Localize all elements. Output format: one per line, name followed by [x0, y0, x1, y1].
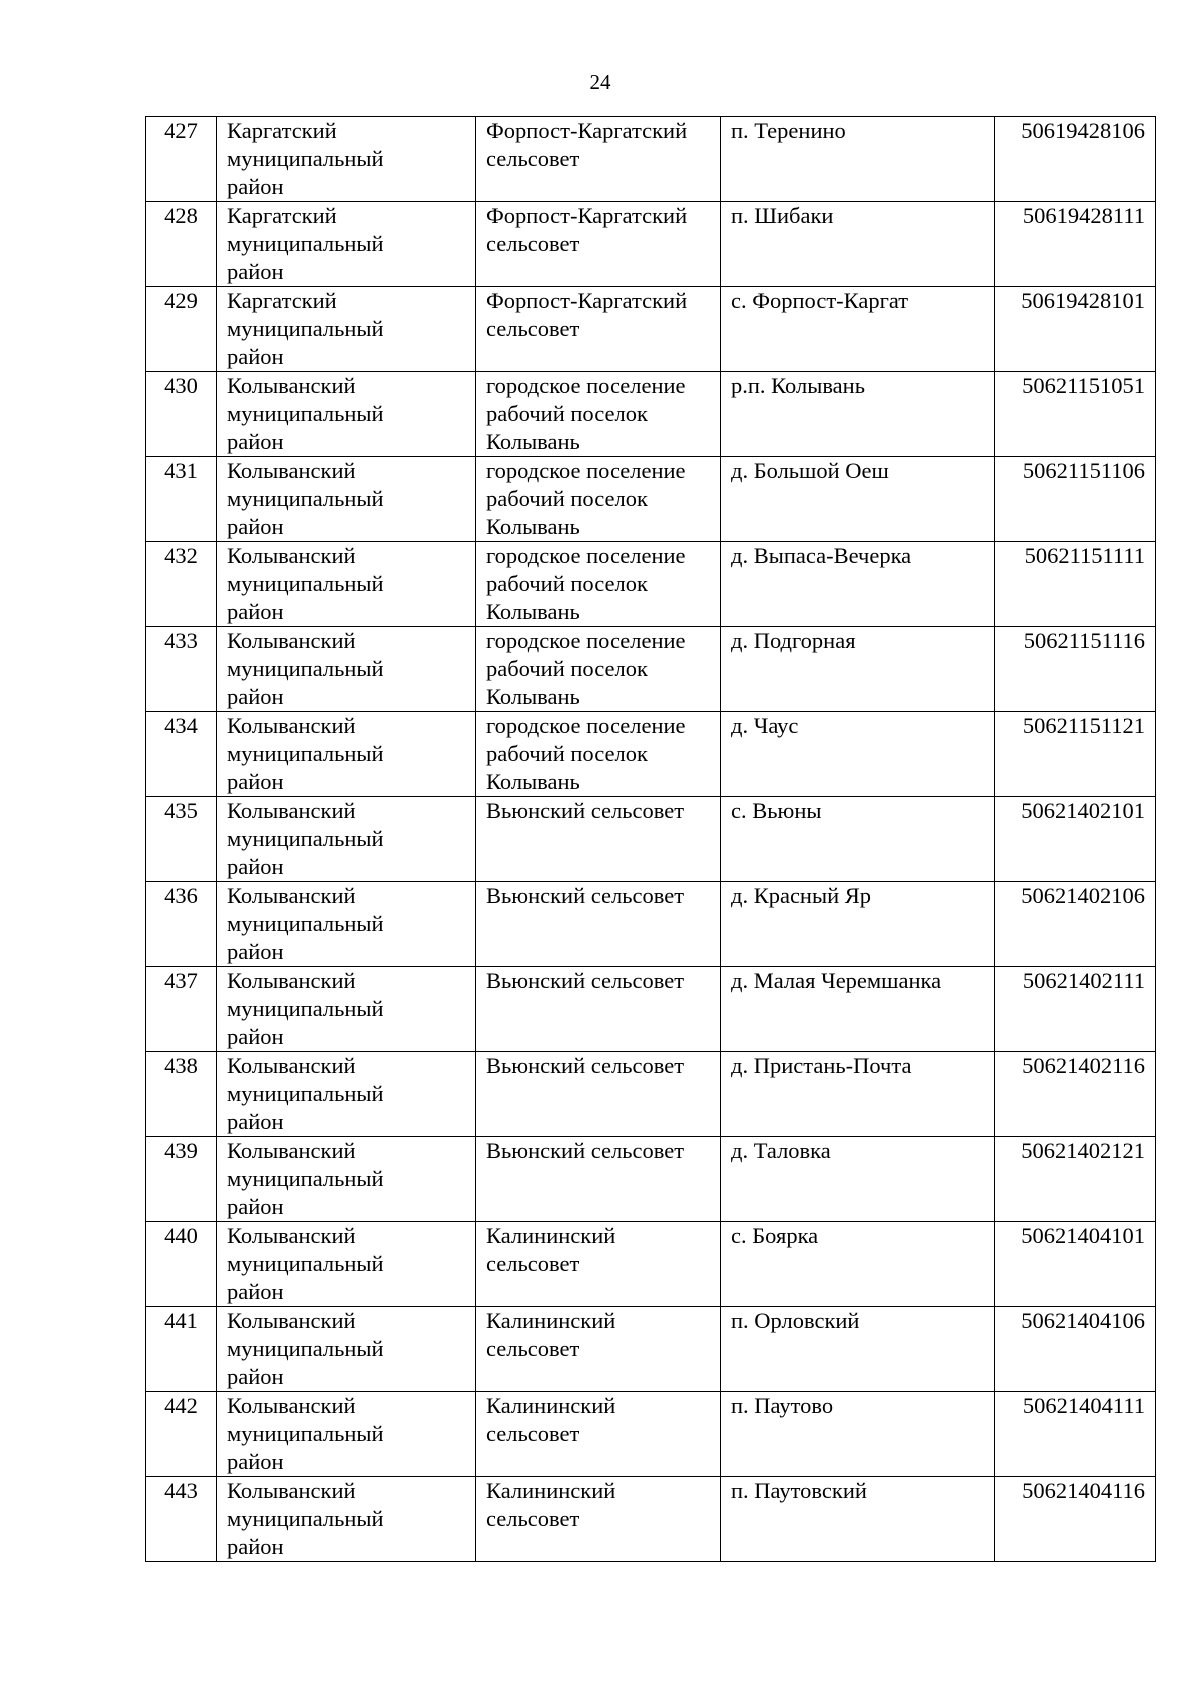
settlement-cell: Вьюнский сельсовет	[476, 967, 721, 1052]
oktmo-code-cell: 50621402106	[995, 882, 1156, 967]
municipal-district-cell: Каргатский муниципальный район	[217, 202, 476, 287]
table-row	[146, 1477, 1156, 1562]
locality-cell: с. Вьюны	[721, 797, 995, 882]
locality-cell: д. Пристань-Почта	[721, 1052, 995, 1137]
locality-cell: д. Подгорная	[721, 627, 995, 712]
locality-cell: с. Боярка	[721, 1222, 995, 1307]
locality-cell: д. Малая Черемшанка	[721, 967, 995, 1052]
table-row	[146, 967, 1156, 1052]
settlement-cell: Форпост-Каргатский сельсовет	[476, 287, 721, 372]
municipal-district-cell: Колыванский муниципальный район	[217, 542, 476, 627]
settlement-cell: Вьюнский сельсовет	[476, 797, 721, 882]
row-number-cell: 433	[146, 627, 217, 712]
table-row	[146, 797, 1156, 882]
locality-cell: д. Выпаса-Вечерка	[721, 542, 995, 627]
settlement-cell: Вьюнский сельсовет	[476, 1052, 721, 1137]
table-row	[146, 1392, 1156, 1477]
table-row	[146, 712, 1156, 797]
oktmo-code-cell: 50621402111	[995, 967, 1156, 1052]
municipal-district-cell: Каргатский муниципальный район	[217, 117, 476, 202]
row-number-cell: 437	[146, 967, 217, 1052]
table-row	[146, 542, 1156, 627]
table-row	[146, 117, 1156, 202]
settlements-table	[145, 116, 1156, 1562]
row-number-cell: 440	[146, 1222, 217, 1307]
row-number-cell: 443	[146, 1477, 217, 1562]
oktmo-code-cell: 50621404111	[995, 1392, 1156, 1477]
oktmo-code-cell: 50619428101	[995, 287, 1156, 372]
oktmo-code-cell: 50621151111	[995, 542, 1156, 627]
oktmo-code-cell: 50621151116	[995, 627, 1156, 712]
row-number-cell: 427	[146, 117, 217, 202]
settlement-cell: Калининский сельсовет	[476, 1222, 721, 1307]
municipal-district-cell: Колыванский муниципальный район	[217, 882, 476, 967]
oktmo-code-cell: 50619428106	[995, 117, 1156, 202]
settlement-cell: Калининский сельсовет	[476, 1477, 721, 1562]
oktmo-code-cell: 50621404116	[995, 1477, 1156, 1562]
row-number-cell: 441	[146, 1307, 217, 1392]
table-row	[146, 287, 1156, 372]
municipal-district-cell: Колыванский муниципальный район	[217, 1222, 476, 1307]
municipal-district-cell: Колыванский муниципальный район	[217, 1477, 476, 1562]
oktmo-code-cell: 50621402121	[995, 1137, 1156, 1222]
table-row	[146, 1052, 1156, 1137]
table-row	[146, 372, 1156, 457]
oktmo-code-cell: 50621402116	[995, 1052, 1156, 1137]
table-body	[146, 117, 1156, 1562]
settlement-cell: городское поселение рабочий поселок Колывань	[476, 712, 721, 797]
row-number-cell: 442	[146, 1392, 217, 1477]
row-number-cell: 436	[146, 882, 217, 967]
municipal-district-cell: Каргатский муниципальный район	[217, 287, 476, 372]
settlement-cell: Форпост-Каргатский сельсовет	[476, 117, 721, 202]
row-number-cell: 431	[146, 457, 217, 542]
settlement-cell: городское поселение рабочий поселок Колывань	[476, 372, 721, 457]
table-row	[146, 457, 1156, 542]
oktmo-code-cell: 50621402101	[995, 797, 1156, 882]
municipal-district-cell: Колыванский муниципальный район	[217, 797, 476, 882]
municipal-district-cell: Колыванский муниципальный район	[217, 627, 476, 712]
row-number-cell: 428	[146, 202, 217, 287]
row-number-cell: 430	[146, 372, 217, 457]
settlement-cell: городское поселение рабочий поселок Колывань	[476, 542, 721, 627]
row-number-cell: 432	[146, 542, 217, 627]
settlement-cell: городское поселение рабочий поселок Колывань	[476, 457, 721, 542]
row-number-cell: 439	[146, 1137, 217, 1222]
table-row	[146, 1137, 1156, 1222]
locality-cell: с. Форпост-Каргат	[721, 287, 995, 372]
settlement-cell: Вьюнский сельсовет	[476, 882, 721, 967]
oktmo-code-cell: 50621151121	[995, 712, 1156, 797]
settlement-cell: Форпост-Каргатский сельсовет	[476, 202, 721, 287]
oktmo-code-cell: 50619428111	[995, 202, 1156, 287]
locality-cell: п. Шибаки	[721, 202, 995, 287]
locality-cell: д. Большой Оеш	[721, 457, 995, 542]
locality-cell: п. Орловский	[721, 1307, 995, 1392]
locality-cell: п. Теренино	[721, 117, 995, 202]
table-row	[146, 1222, 1156, 1307]
municipal-district-cell: Колыванский муниципальный район	[217, 1392, 476, 1477]
row-number-cell: 429	[146, 287, 217, 372]
locality-cell: д. Чаус	[721, 712, 995, 797]
table-row	[146, 202, 1156, 287]
settlement-cell: Калининский сельсовет	[476, 1307, 721, 1392]
municipal-district-cell: Колыванский муниципальный район	[217, 1137, 476, 1222]
row-number-cell: 438	[146, 1052, 217, 1137]
municipal-district-cell: Колыванский муниципальный район	[217, 1052, 476, 1137]
oktmo-code-cell: 50621151106	[995, 457, 1156, 542]
row-number-cell: 434	[146, 712, 217, 797]
settlement-cell: Вьюнский сельсовет	[476, 1137, 721, 1222]
page-number: 24	[589, 70, 611, 94]
locality-cell: р.п. Колывань	[721, 372, 995, 457]
municipal-district-cell: Колыванский муниципальный район	[217, 457, 476, 542]
oktmo-code-cell: 50621151051	[995, 372, 1156, 457]
table-row	[146, 1307, 1156, 1392]
municipal-district-cell: Колыванский муниципальный район	[217, 1307, 476, 1392]
municipal-district-cell: Колыванский муниципальный район	[217, 967, 476, 1052]
municipal-district-cell: Колыванский муниципальный район	[217, 712, 476, 797]
settlement-cell: Калининский сельсовет	[476, 1392, 721, 1477]
locality-cell: д. Красный Яр	[721, 882, 995, 967]
locality-cell: п. Паутово	[721, 1392, 995, 1477]
settlement-cell: городское поселение рабочий поселок Колывань	[476, 627, 721, 712]
row-number-cell: 435	[146, 797, 217, 882]
locality-cell: д. Таловка	[721, 1137, 995, 1222]
table-row	[146, 882, 1156, 967]
locality-cell: п. Паутовский	[721, 1477, 995, 1562]
table-row	[146, 627, 1156, 712]
oktmo-code-cell: 50621404101	[995, 1222, 1156, 1307]
municipal-district-cell: Колыванский муниципальный район	[217, 372, 476, 457]
oktmo-code-cell: 50621404106	[995, 1307, 1156, 1392]
